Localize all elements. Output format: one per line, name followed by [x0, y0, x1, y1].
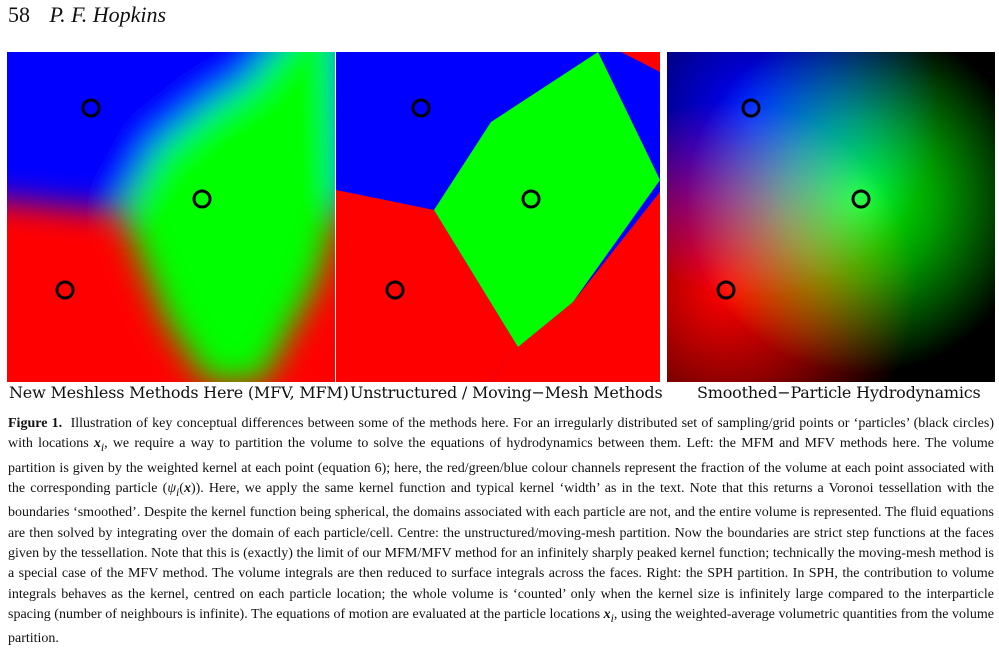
caption-text-4: , using the weighted-average volumetric quantities from the volume partition. [8, 607, 994, 647]
caption-text-3: ). Here, we apply the same kernel function and typical kernel ‘width’ as in the text. Note that this returns a Voronoi tessellation with the boundaries ‘smoothed’. Despite the kernel function being spherical, the domains associated with each particle are not, and the entire volume is represented. The fluid equations are then solved by integrating over the domain of each particle/cell. Centre: the unstructured/moving-mesh partition. Now the boundaries are strict step functions at the faces given by the tessellation. Note that this is (exactly) the limit of our MFM/MFV method for an infinitely sharply peaked kernel function; technically the moving-mesh method is a special case of the MFV method. The volume integrals are then reduced to surface integrals across the faces. Right: the SPH partition. In SPH, the contribution to volume integrals behaves as the kernel, centred on each particle location; the whole volume is ‘counted’ only when the kernel size is infinitely large compared to the interparticle spacing (number of neighbours is infinite). The equations of motion are evaluated at the particle locations [8, 481, 994, 623]
panel-moving-mesh [336, 52, 660, 382]
meshless-partition-image [7, 52, 335, 382]
panel-meshless [7, 52, 335, 382]
panel-label-sph: Smoothed−Particle Hydrodynamics [697, 383, 981, 402]
math-x-subscript: i [100, 441, 105, 455]
panel-label-moving-mesh: Unstructured / Moving−Mesh Methods [350, 383, 663, 402]
page-number: 58 [8, 2, 30, 27]
panel-sph [667, 52, 995, 382]
math-x: x [603, 607, 611, 623]
panel-label-meshless: New Meshless Methods Here (MFV, MFM) [9, 383, 349, 402]
math-x-subscript: i [610, 612, 614, 626]
math-psi-argument: x [183, 481, 191, 497]
red-kernel [667, 52, 995, 382]
math-x: x [93, 436, 101, 452]
math-psi: ψ [167, 481, 177, 497]
moving-mesh-partition-image [336, 52, 660, 382]
figure-label: Figure 1. [8, 416, 63, 431]
caption-text-1: Illustration of key conceptual differences between some of the methods here. For an irregularly distributed set of sampling/grid points or ‘particles’ (black circles) with locations [8, 416, 994, 452]
caption-text-2: , we require a way to partition the volume to solve the equations of hydrodynamics between them. Left: the MFM and MFV methods here. The volume partition is given by the weighted kernel at each point (equation 6); here, the red/green/blue colour channels represent the fraction of the volume at each point associated with the corresponding particle ( [8, 436, 994, 497]
sph-partition-image [667, 52, 995, 382]
running-author: P. F. Hopkins [49, 2, 167, 27]
figure-caption: Figure 1. Illustration of key conceptual differences between some of the methods here. For an irregularly distributed set of sampling/grid points or ‘particles’ (black circles) with locations $x_i$, we require a way to partition the volume to solve the equations of hydrodynamics between them. Left: the MFM and MFV methods here. The volume partition is given by the weighted kernel at each point (equation 6); here, the red/green/blue colour channels represent the fraction of the volume at each point associated with the corresponding particle $(\psi_i(x))$. Here, we apply the same kernel function and typical kernel ‘width’ as in the text. Note that this returns a Voronoi tessellation with the boundaries ‘smoothed’. Despite the kernel function being spherical, the domains associated with each particle are not, and the entire volume is represented. The fluid equations are then solved by integrating over the domain of each particle/cell. Centre: the unstructured/moving-mesh partition. Now the boundaries are strict step functions at the faces given by the tessellation. Note that this is (exactly) the limit of our MFM/MFV method for an infinitely sharply peaked kernel function; technically the moving-mesh method is a special case of the MFV method. The volume integrals are then reduced to surface integrals across the faces. Right: the SPH partition. In SPH, the contribution to volume integrals behaves as the kernel, centred on each particle location; the whole volume is ‘counted’ only when the kernel size is infinitely large compared to the interparticle spacing (number of neighbours is infinite). The equations of motion are evaluated at the particle locations $x_i$, using the weighted-average volumetric quantities from the volume partition. [8, 416, 994, 647]
running-header [8, 2, 166, 28]
math-psi-subscript: i [176, 485, 180, 499]
